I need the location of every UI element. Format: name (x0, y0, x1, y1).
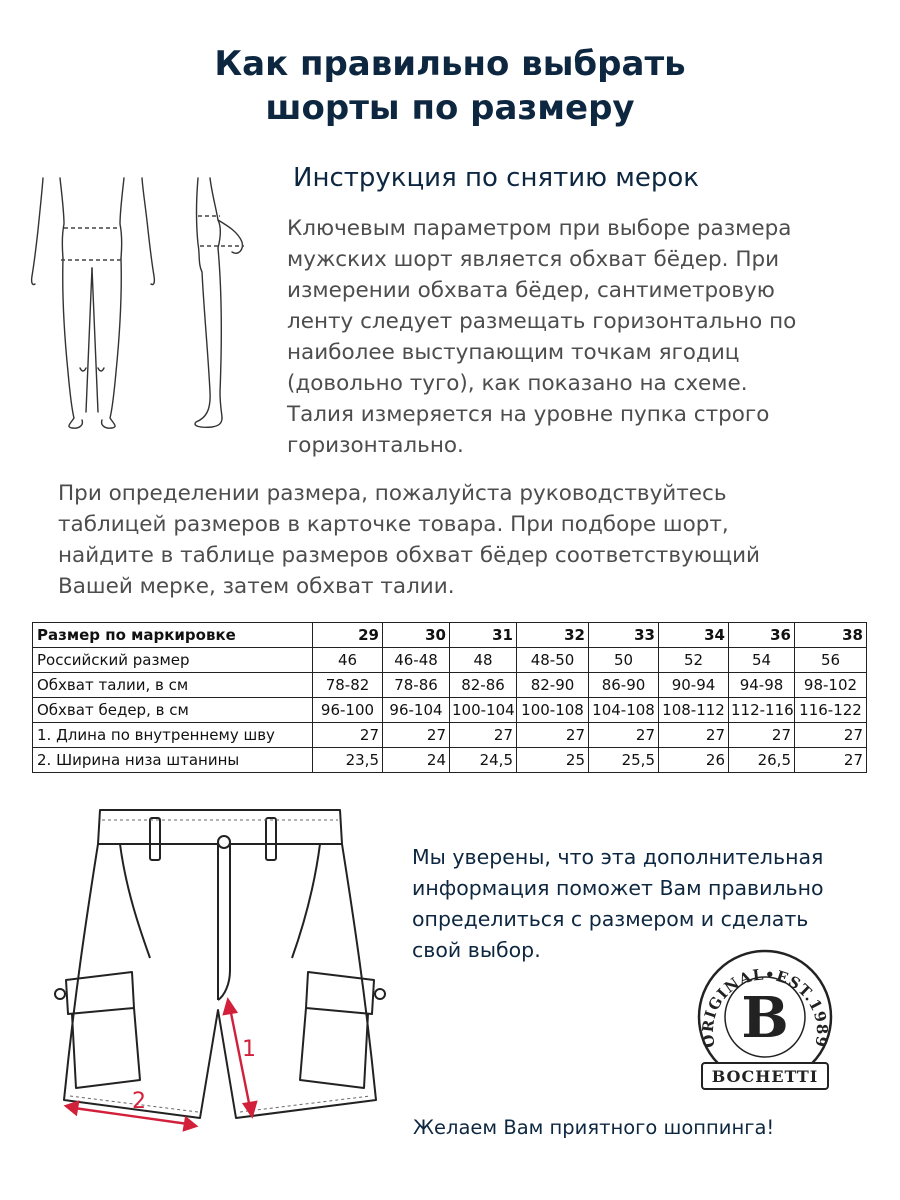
table-cell: 27 (450, 723, 517, 748)
table-cell: 52 (659, 648, 729, 673)
table-cell: 78-82 (313, 673, 383, 698)
shorts-measurement-diagram (40, 800, 400, 1140)
table-cell: 86-90 (589, 673, 659, 698)
table-header-cell: 36 (729, 623, 795, 648)
table-row (33, 673, 867, 698)
table-cell: 26,5 (729, 748, 795, 773)
instruction-line: (довольно туго), как показано на схеме. (287, 371, 748, 396)
leg-width-measure-label: 2 (132, 1089, 146, 1114)
body-side-illustration (182, 172, 262, 437)
measurement-instructions (287, 213, 887, 461)
guidance-line: найдите в таблице размеров обхват бёдер соответствующий (58, 543, 761, 568)
table-cell: 96-104 (383, 698, 450, 723)
table-cell: 26 (659, 748, 729, 773)
table-cell: 27 (517, 723, 589, 748)
page-title (0, 42, 900, 130)
table-cell: 27 (313, 723, 383, 748)
logo-arc-text: ORIGINAL•EST.1989 (698, 965, 832, 1050)
table-header-cell: 33 (589, 623, 659, 648)
table-row (33, 723, 867, 748)
table-cell: 27 (589, 723, 659, 748)
bochetti-logo (690, 945, 840, 1095)
table-cell: 108-112 (659, 698, 729, 723)
table-cell: 50 (589, 648, 659, 673)
table-cell: 25,5 (589, 748, 659, 773)
table-cell: 1. Длина по внутреннему шву (33, 723, 313, 748)
table-cell: 90-94 (659, 673, 729, 698)
table-row (33, 648, 867, 673)
inseam-measure-label: 1 (242, 1037, 256, 1062)
title-line-2: шорты по размеру (265, 88, 635, 128)
logo-brand: BOCHETTI (711, 1067, 819, 1086)
size-guidance-text (58, 478, 878, 602)
table-cell: 78-86 (383, 673, 450, 698)
table-cell: 56 (795, 648, 867, 673)
table-cell: 27 (795, 723, 867, 748)
table-header-cell: 31 (450, 623, 517, 648)
instructions-heading: Инструкция по снятию мерок (293, 163, 700, 193)
instruction-line: мужских шорт является обхват бёдер. При (287, 247, 780, 272)
table-cell: 82-90 (517, 673, 589, 698)
table-cell: 104-108 (589, 698, 659, 723)
table-cell: 100-108 (517, 698, 589, 723)
table-cell: 100-104 (450, 698, 517, 723)
logo-letter: B (741, 985, 789, 1051)
table-cell: 46-48 (383, 648, 450, 673)
table-cell: 94-98 (729, 673, 795, 698)
table-cell: 2. Ширина низа штанины (33, 748, 313, 773)
farewell-message: Желаем Вам приятного шоппинга! (413, 1116, 775, 1139)
table-cell: 48-50 (517, 648, 589, 673)
table-row (33, 698, 867, 723)
table-cell: 27 (729, 723, 795, 748)
table-cell: Российский размер (33, 648, 313, 673)
closing-line: определиться с размером и сделать (412, 907, 809, 931)
table-cell: 54 (729, 648, 795, 673)
size-table (32, 622, 867, 773)
guidance-line: При определении размера, пожалуйста руководствуйтесь (58, 481, 727, 506)
table-cell: 24,5 (450, 748, 517, 773)
table-cell: 96-100 (313, 698, 383, 723)
instruction-line: горизонтально. (287, 433, 464, 458)
table-cell: 27 (659, 723, 729, 748)
table-header-cell: 38 (795, 623, 867, 648)
guidance-line: Вашей мерке, затем обхват талии. (58, 574, 455, 599)
table-cell: 25 (517, 748, 589, 773)
table-cell: Обхват бедер, в см (33, 698, 313, 723)
body-front-illustration (20, 172, 170, 437)
table-cell: 24 (383, 748, 450, 773)
table-header-cell: 29 (313, 623, 383, 648)
table-cell: Обхват талии, в см (33, 673, 313, 698)
table-header-cell: 34 (659, 623, 729, 648)
instruction-line: Талия измеряется на уровне пупка строго (287, 402, 770, 427)
instruction-line: ленту следует размещать горизонтально по (287, 309, 797, 334)
closing-line: свой выбор. (412, 938, 541, 962)
table-cell: 48 (450, 648, 517, 673)
table-cell: 27 (795, 748, 867, 773)
closing-line: Мы уверены, что эта дополнительная (412, 845, 824, 869)
instruction-line: измерении обхвата бёдер, сантиметровую (287, 278, 775, 303)
table-cell: 98-102 (795, 673, 867, 698)
guidance-line: таблицей размеров в карточке товара. При подборе шорт, (58, 512, 729, 537)
table-row (33, 748, 867, 773)
table-cell: 82-86 (450, 673, 517, 698)
table-header-cell: 30 (383, 623, 450, 648)
instruction-line: наиболее выступающим точкам ягодиц (287, 340, 740, 365)
instruction-line: Ключевым параметром при выборе размера (287, 216, 792, 241)
table-cell: 116-122 (795, 698, 867, 723)
title-line-1: Как правильно выбрать (214, 44, 686, 84)
table-cell: 27 (383, 723, 450, 748)
table-header-cell: Размер по маркировке (33, 623, 313, 648)
closing-line: информация поможет Вам правильно (412, 876, 824, 900)
table-cell: 112-116 (729, 698, 795, 723)
table-header-cell: 32 (517, 623, 589, 648)
table-cell: 23,5 (313, 748, 383, 773)
table-cell: 46 (313, 648, 383, 673)
table-header-row (33, 623, 867, 648)
